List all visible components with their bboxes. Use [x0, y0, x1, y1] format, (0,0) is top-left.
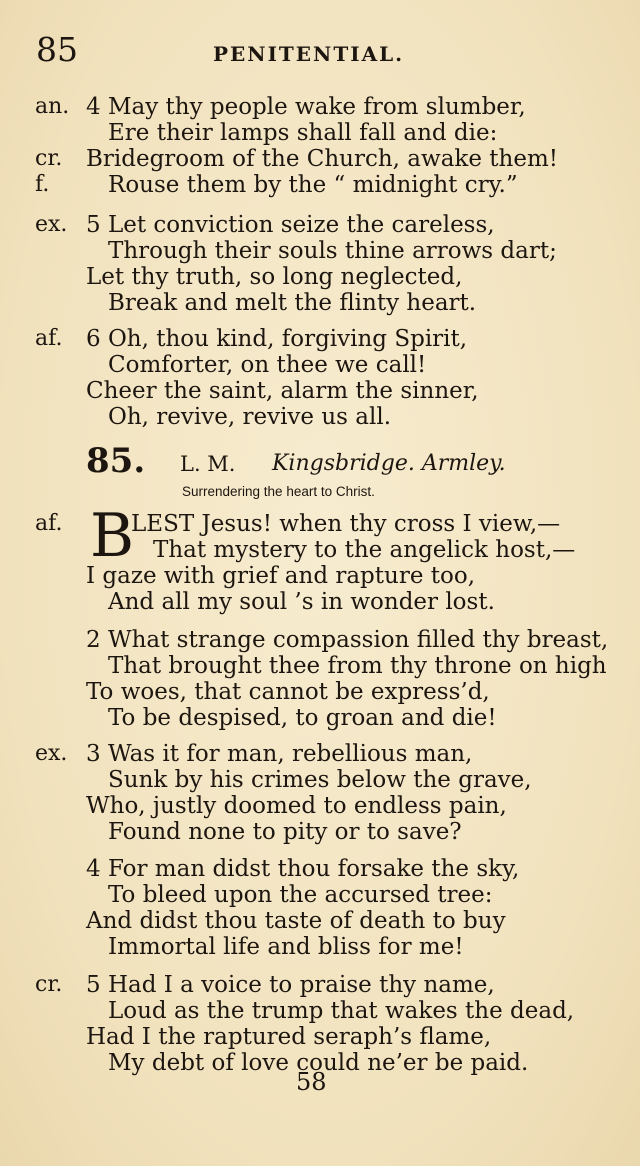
- dynamic-mark: af.: [35, 511, 63, 536]
- verse-line: 5 Had I a voice to praise thy name,: [86, 972, 495, 998]
- verse-line: 3 Was it for man, rebellious man,: [86, 741, 473, 767]
- verse-line: 4 May thy people wake from slumber,: [86, 94, 526, 120]
- verse-line: Had I the raptured seraph’s flame,: [86, 1024, 492, 1050]
- verse-line: My debt of love could ne’er be paid.: [108, 1050, 529, 1076]
- verse-line: And all my soul ’s in wonder lost.: [108, 589, 495, 615]
- hymn-subtitle: Surrendering the heart to Christ.: [182, 484, 375, 499]
- dynamic-mark: an.: [35, 94, 70, 119]
- verse-line: Break and melt the flinty heart.: [108, 290, 477, 316]
- dynamic-mark: ex.: [35, 212, 68, 237]
- verse-line: To be despised, to groan and die!: [108, 705, 497, 731]
- verse-line: Through their souls thine arrows dart;: [108, 238, 557, 264]
- dynamic-mark: ex.: [35, 741, 68, 766]
- hymn-number: 85.: [86, 441, 146, 481]
- hymn-meter: L. M.: [180, 452, 236, 476]
- verse-line: Ere their lamps shall fall and die:: [108, 120, 498, 146]
- verse-line: Who, justly doomed to endless pain,: [86, 793, 507, 819]
- verse-line: To bleed upon the accursed tree:: [108, 882, 493, 908]
- verse-line: LEST Jesus! when thy cross I view,—: [131, 511, 561, 537]
- verse-line: I gaze with grief and rapture too,: [86, 563, 476, 589]
- verse-line: Rouse them by the “ midnight cry.”: [108, 172, 518, 198]
- verse-line: Comforter, on thee we call!: [108, 352, 427, 378]
- dynamic-mark: af.: [35, 326, 63, 351]
- dynamic-mark: cr.: [35, 972, 63, 997]
- verse-line: Bridegroom of the Church, awake them!: [86, 146, 558, 172]
- hymn-tunes: Kingsbridge. Armley.: [272, 451, 506, 476]
- dynamic-mark: cr.: [35, 146, 63, 171]
- verse-line: 4 For man didst thou forsake the sky,: [86, 856, 520, 882]
- page-title: PENITENTIAL.: [213, 42, 405, 66]
- verse-line: Loud as the trump that wakes the dead,: [108, 998, 575, 1024]
- verse-line: Immortal life and bliss for me!: [108, 934, 464, 960]
- page-number: 85: [36, 30, 78, 69]
- verse-line: Sunk by his crimes below the grave,: [108, 767, 532, 793]
- verse-line: Let thy truth, so long neglected,: [86, 264, 463, 290]
- verse-line: Cheer the saint, alarm the sinner,: [86, 378, 479, 404]
- verse-line: And didst thou taste of death to buy: [86, 908, 506, 934]
- dynamic-mark: f.: [35, 172, 50, 197]
- verse-line: To woes, that cannot be express’d,: [86, 679, 490, 705]
- verse-line: 2 What strange compassion filled thy breast,: [86, 627, 609, 653]
- signature-mark: 58: [296, 1068, 327, 1096]
- verse-line: That brought thee from thy throne on high: [108, 653, 607, 679]
- verse-line: 6 Oh, thou kind, forgiving Spirit,: [86, 326, 468, 352]
- verse-line: Found none to pity or to save?: [108, 819, 462, 845]
- verse-line: Oh, revive, revive us all.: [108, 404, 392, 430]
- verse-line: That mystery to the angelick host,—: [153, 537, 576, 563]
- drop-cap: B: [90, 501, 135, 571]
- verse-line: 5 Let conviction seize the careless,: [86, 212, 495, 238]
